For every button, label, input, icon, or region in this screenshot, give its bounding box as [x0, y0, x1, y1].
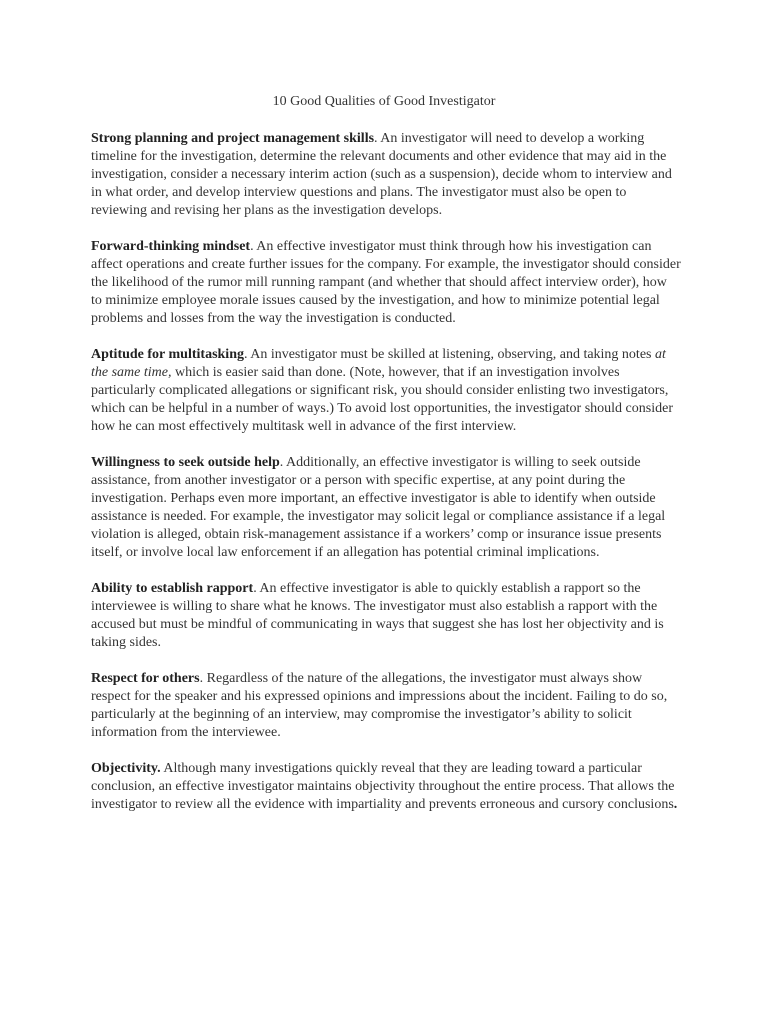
section-text: . An effective investigator is able to quickly establish a rapport so the interviewee is willing to share what he knows. The investigator must also establish a rapport with the accused but must be mindful of communicating in ways that suggest she has lost her objectivity and is taking sides.	[91, 581, 664, 650]
section-text: . An investigator will need to develop a working timeline for the investigation, determine the relevant documents and other evidence that may aid in the investigation, consider a necessary interim action (such as a suspension), decide whom to interview and in what order, and develop interview questions and plans. The investigator must also be open to reviewing and revising her plans as the investigation develops.	[91, 131, 672, 218]
section-objectivity	[91, 760, 681, 814]
section-heading: Objectivity.	[91, 761, 161, 776]
section-rapport	[91, 580, 681, 652]
section-heading: Respect for others	[91, 671, 200, 686]
section-end-punctuation: .	[673, 797, 678, 812]
section-text: which is easier said than done. (Note, however, that if an investigation involves particularly complicated allegations or significant risk, you should consider enlisting two investigators, which can be helpful in a number of ways.) To avoid lost opportunities, the investigator should consider how he can most effectively multitask well in advance of the first interview.	[91, 365, 673, 434]
section-planning	[91, 130, 681, 220]
document-body	[91, 130, 681, 832]
section-heading: Strong planning and project management skills	[91, 131, 375, 146]
section-italic-text: at the same time,	[91, 347, 666, 380]
section-outside-help	[91, 454, 681, 562]
section-text: Although many investigations quickly reveal that they are leading toward a particular conclusion, an effective investigator maintains objectivity throughout the entire process. That allows the investigator to review all the evidence with impartiality and prevents erroneous and cursory conclusions	[91, 761, 675, 812]
section-multitasking	[91, 346, 681, 436]
section-text: . An effective investigator must think through how his investigation can affect operations and create further issues for the company. For example, the investigator should consider the likelihood of the rumor mill running rampant (and whether that should affect interview order), how to minimize employee morale issues caused by the investigation, and how to minimize potential legal problems and losses from the way the investigation is conducted.	[91, 239, 681, 326]
section-text: . An investigator must be skilled at listening, observing, and taking notes	[243, 347, 655, 362]
document-title: 10 Good Qualities of Good Investigator	[272, 94, 496, 109]
section-heading: Ability to establish rapport	[91, 581, 254, 596]
section-respect	[91, 670, 681, 742]
section-heading: Forward-thinking mindset	[91, 239, 251, 254]
section-forward-thinking	[91, 238, 681, 328]
section-heading: Aptitude for multitasking	[91, 347, 244, 362]
section-text: . Regardless of the nature of the allegations, the investigator must always show respect for the speaker and his expressed opinions and impressions about the incident. Failing to do so, particularly at the beginning of an interview, may compromise the investigator’s ability to solicit information from the interviewee.	[91, 671, 668, 740]
section-heading: Willingness to seek outside help	[91, 455, 280, 470]
section-text: . Additionally, an effective investigator is willing to seek outside assistance, from another investigator or a person with specific expertise, at any point during the investigation. Perhaps even more important, an effective investigator is able to identify when outside assistance is needed. For example, the investigator may solicit legal or compliance assistance if a legal violation is alleged, obtain risk-management assistance if a workers’ comp or insurance issue presents itself, or involve local law enforcement if an allegation has potential criminal implications.	[91, 455, 666, 560]
